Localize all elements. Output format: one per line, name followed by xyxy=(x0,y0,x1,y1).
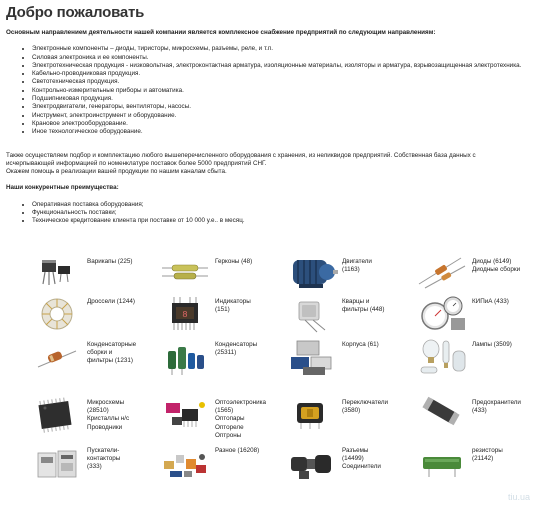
switch-icon[interactable] xyxy=(285,395,339,435)
product-link[interactable]: Микросхемы (28510) Кристаллы н/с Проводники xyxy=(87,399,130,431)
product-item-microchips[interactable] xyxy=(30,395,158,443)
product-link[interactable]: Лампы (3509) xyxy=(472,341,512,348)
capacitor-icon[interactable] xyxy=(158,337,212,377)
advantages-list xyxy=(6,201,544,226)
capacitor-assembly-icon[interactable] xyxy=(30,337,84,377)
product-link[interactable]: Оптоэлектроника (1565) Оптопары Оптореле Оптроны xyxy=(215,399,266,439)
product-link[interactable]: Разъемы (14499) Соединители xyxy=(342,447,381,471)
product-link[interactable]: Кварцы и фильтры (448) xyxy=(342,298,385,314)
product-item-connectors[interactable] xyxy=(285,443,415,499)
list-item: • Электронные компоненты – диоды, тиристоры, микросхемы, разъемы, реле, и т.п. xyxy=(32,45,544,53)
reed-switch-icon[interactable] xyxy=(158,252,212,292)
product-link[interactable]: Переключатели (3580) xyxy=(342,399,389,415)
list-item: • Силовая электроника и ее компоненты. xyxy=(32,54,544,62)
quartz-icon[interactable] xyxy=(285,294,339,334)
product-item-contactors[interactable] xyxy=(30,443,158,499)
product-item-misc[interactable] xyxy=(158,443,285,499)
product-item-capacitor-assemblies[interactable] xyxy=(30,337,158,395)
product-item-chokes[interactable] xyxy=(30,294,158,337)
product-item-lamps[interactable] xyxy=(415,337,545,395)
product-link[interactable]: КИПиА (433) xyxy=(472,298,509,305)
connector-icon[interactable] xyxy=(285,443,339,483)
intro-text: Основным направлением деятельности нашей компании является комплексное снабжение предприятий по следующим направлениям: xyxy=(6,29,436,36)
product-link[interactable]: Герконы (48) xyxy=(215,258,253,265)
product-item-motors[interactable] xyxy=(285,252,415,294)
list-item: • Техническое кредитование клиента при поставке от 10 000 у.е.. в месяц. xyxy=(32,217,544,225)
product-item-quartz[interactable] xyxy=(285,294,415,337)
product-link[interactable]: резисторы (21142) xyxy=(472,447,503,463)
diode-icon[interactable] xyxy=(415,252,469,292)
list-item: • Светотехническая продукция. xyxy=(32,78,544,86)
product-link[interactable]: Предохранители (433) xyxy=(472,399,521,415)
product-item-indicators[interactable] xyxy=(158,294,285,337)
page-title: Добро пожаловать xyxy=(6,4,145,21)
list-item: • Инструмент, электроинструмент и оборудование. xyxy=(32,112,544,120)
misc-components-icon[interactable] xyxy=(158,443,212,483)
product-link[interactable]: Пускатели- контакторы (333) xyxy=(87,447,121,471)
product-item-resistors[interactable] xyxy=(415,443,545,499)
list-item: • Подшипниковая продукция. xyxy=(32,95,544,103)
paragraph-line: Также осуществляем подбор и комплектацию любого вышеперечисленного оборудования с хранения, из неликвидов предприятий. Собственная база данных с xyxy=(6,151,476,159)
product-item-switches[interactable] xyxy=(285,395,415,443)
list-item: • Иное технологическое оборудование. xyxy=(32,128,544,136)
watermark: tiu.ua xyxy=(507,492,530,503)
product-link[interactable]: Разное (16208) xyxy=(215,447,260,454)
fuse-icon[interactable] xyxy=(415,395,469,435)
product-link[interactable]: Индикаторы (151) xyxy=(215,298,251,314)
choke-icon[interactable] xyxy=(30,294,84,334)
resistor-icon[interactable] xyxy=(415,443,469,483)
svg-text:8: 8 xyxy=(182,310,188,320)
paragraph-line: исчерпывающей информацией по номенклатуре поставок более 5000 предприятий СНГ. xyxy=(6,159,267,167)
product-link[interactable]: Дроссели (1244) xyxy=(87,298,136,305)
enclosure-icon[interactable] xyxy=(285,337,339,377)
motor-icon[interactable] xyxy=(285,252,339,292)
lamp-icon[interactable] xyxy=(415,337,469,377)
product-item-varicaps[interactable] xyxy=(30,252,158,294)
product-link[interactable]: Двигатели (1163) xyxy=(342,258,372,274)
product-item-enclosures[interactable] xyxy=(285,337,415,395)
microchip-icon[interactable] xyxy=(30,395,84,435)
indicator-icon[interactable] xyxy=(158,294,212,334)
product-item-fuses[interactable] xyxy=(415,395,545,443)
product-link[interactable]: Конденсаторные сборки и фильтры (1231) xyxy=(87,341,137,365)
product-link[interactable]: Варикапы (225) xyxy=(87,258,133,265)
list-item: • Контрольно-измерительные приборы и автоматика. xyxy=(32,87,544,95)
list-item: • Оперативная поставка оборудования; xyxy=(32,201,544,209)
contactor-icon[interactable] xyxy=(30,443,84,483)
optoelectronics-icon[interactable] xyxy=(158,395,212,435)
product-link[interactable]: Конденсаторы (25311) xyxy=(215,341,258,357)
product-item-diodes[interactable] xyxy=(415,252,545,294)
gauge-icon[interactable] xyxy=(415,294,469,334)
product-link[interactable]: Корпуса (61) xyxy=(342,341,379,348)
list-item: • Электротехническая продукция - низковольтная, электроконтактная арматура, изоляционные материалы, изоляторы и арматура, взрывозащищенная электротехника. xyxy=(32,62,544,70)
product-grid xyxy=(30,252,545,514)
list-item: • Крановое электрооборудование. xyxy=(32,120,544,128)
product-item-kipia[interactable] xyxy=(415,294,545,337)
varicap-icon[interactable] xyxy=(30,252,84,292)
list-item: • Кабельно-проводниковая продукция. xyxy=(32,70,544,78)
product-link[interactable]: Диоды (6149) Диодные сборки xyxy=(472,258,521,274)
product-item-optoelectronics[interactable] xyxy=(158,395,285,443)
product-item-capacitors[interactable] xyxy=(158,337,285,395)
info-paragraph xyxy=(6,152,544,177)
list-item: • Электродвигатели, генераторы, вентиляторы, насосы. xyxy=(32,103,544,111)
paragraph-line: Окажем помощь в реализации вашей продукции по нашим каналам сбыта. xyxy=(6,168,227,176)
list-item: • Функциональность поставки; xyxy=(32,209,544,217)
product-item-reed-switches[interactable] xyxy=(158,252,285,294)
advantages-title: Наши конкурентные преимущества: xyxy=(6,184,119,192)
directions-list xyxy=(6,45,544,136)
